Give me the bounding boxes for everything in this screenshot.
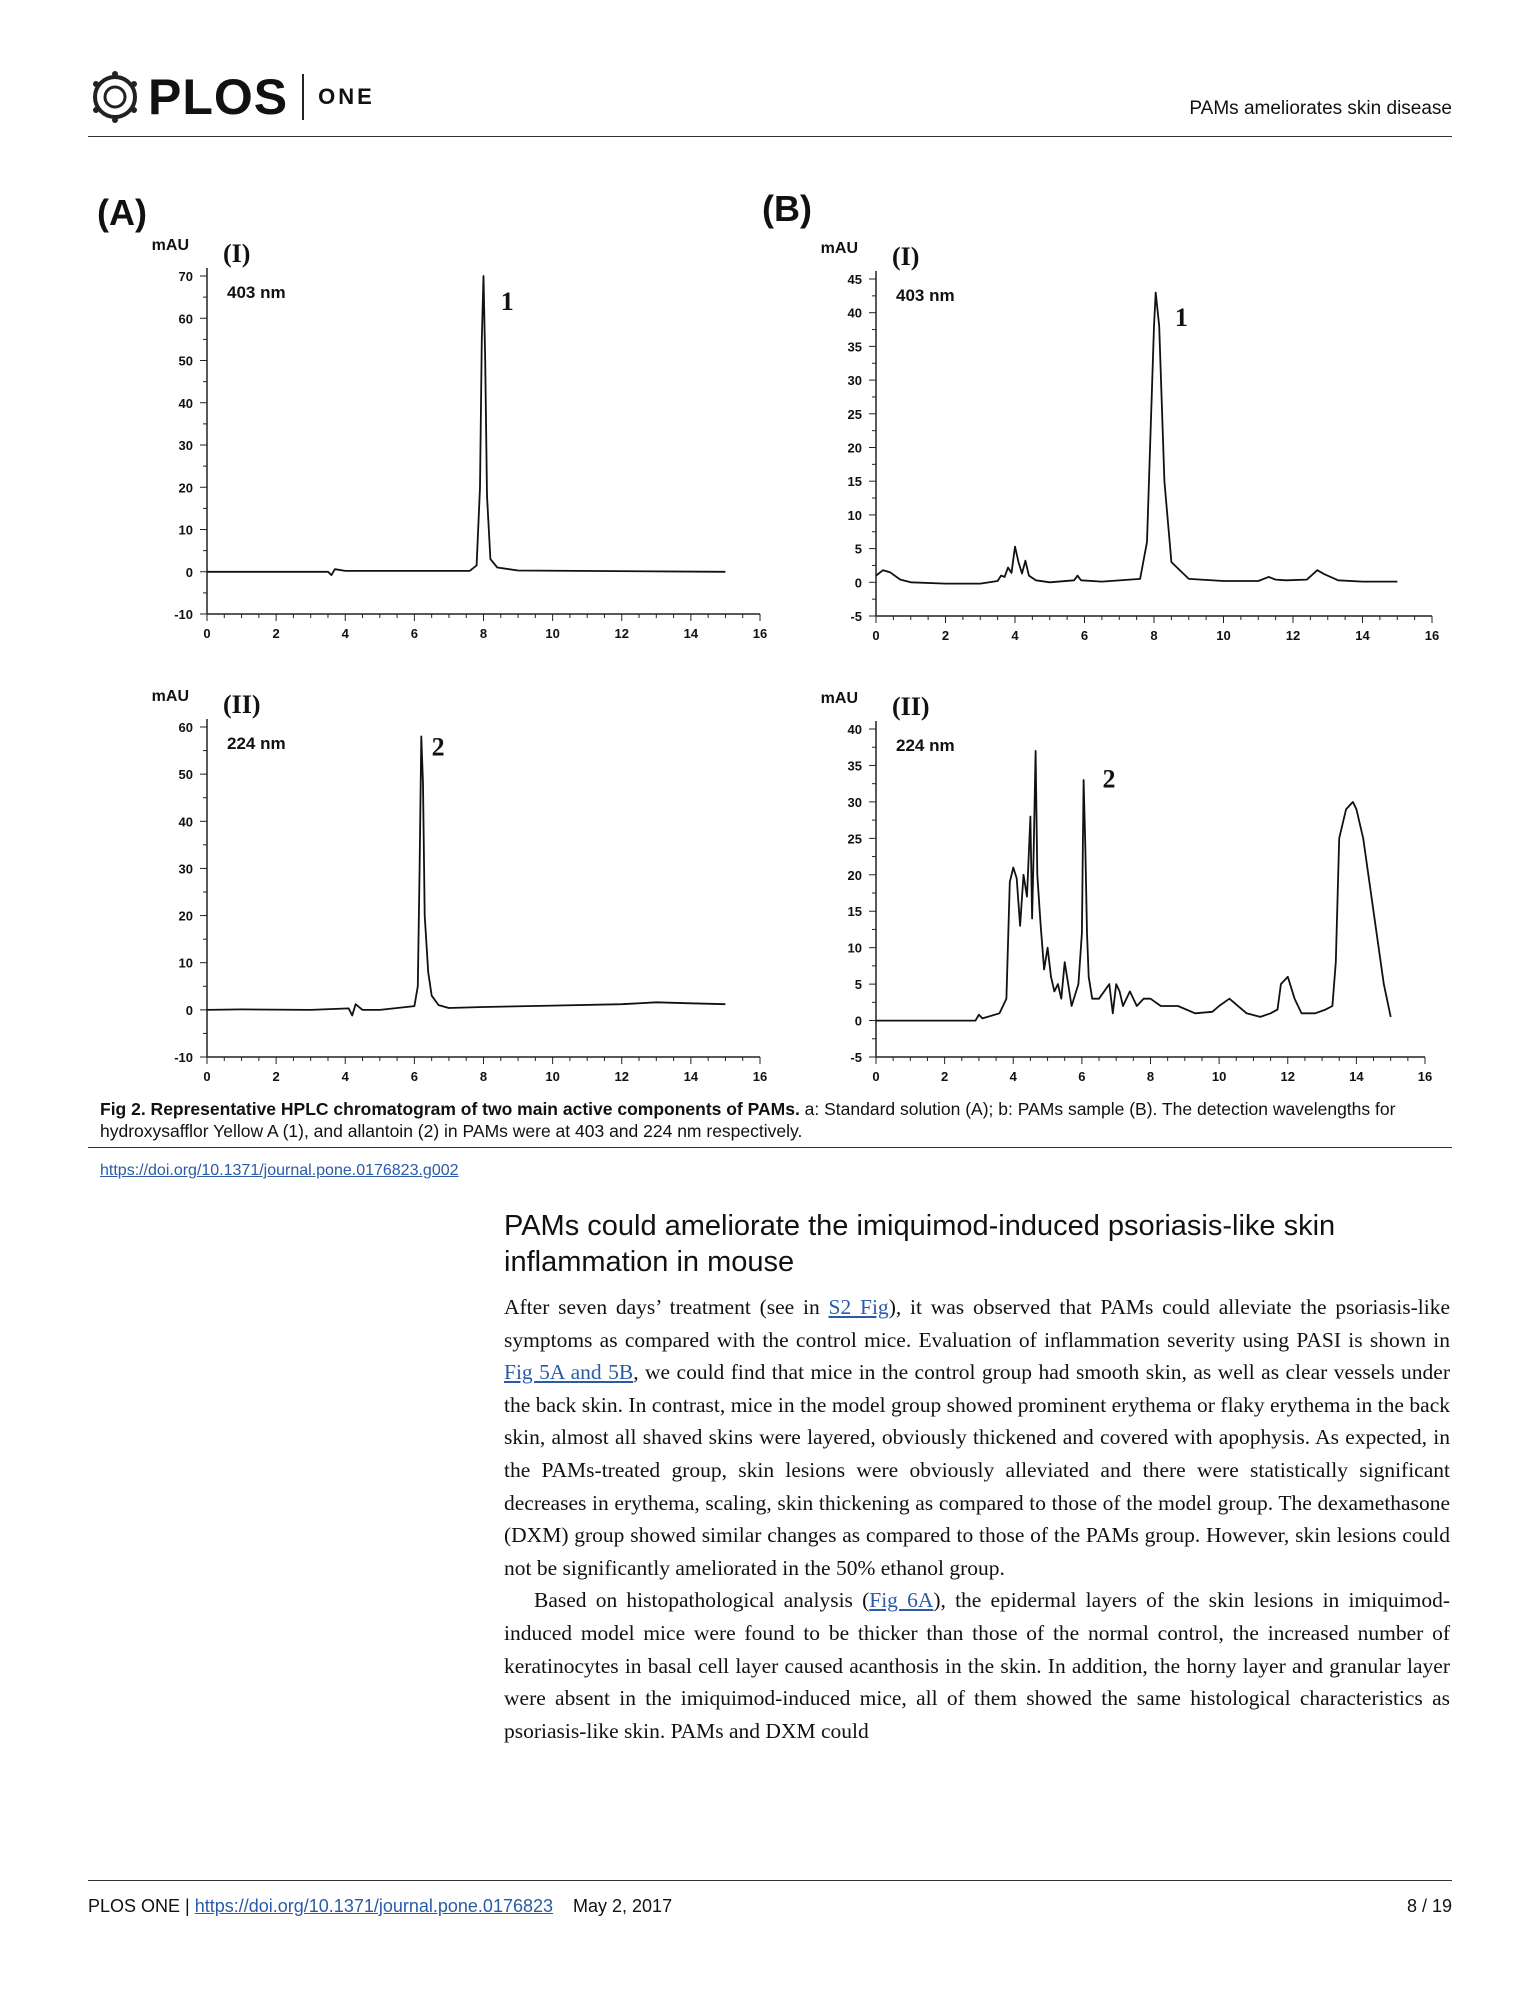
y-tick-label-a-ii: 0: [185, 1002, 193, 1018]
x-tick-label-b-i: 6: [1080, 628, 1089, 643]
y-axis-label-b-ii: mAU: [820, 690, 858, 707]
x-tick-label-a-ii: 6: [410, 1069, 418, 1084]
x-tick-label-a-i: 6: [410, 626, 418, 641]
y-tick-label-b-i: 5: [854, 541, 862, 557]
chromatogram-line-a-ii: [207, 736, 725, 1015]
y-tick-label-a-ii: 10: [178, 955, 193, 971]
x-tick-label-a-ii: 14: [683, 1069, 699, 1084]
y-axis-label-a-ii: mAU: [151, 688, 189, 705]
figure-caption: [100, 1098, 1450, 1142]
y-tick-label-b-ii: 20: [847, 867, 862, 883]
y-tick-label-b-ii: 15: [847, 904, 862, 920]
x-tick-label-a-i: 14: [683, 626, 699, 641]
wavelength-label-b-i: 403 nm: [896, 286, 955, 305]
caption-text: a: Standard solution (A); b: PAMs sample (B). The detection wavelengths for hydroxysafflor Yellow A (1), and allantoin (2) in PAMs were at 403 and 224 nm respectively.: [100, 1099, 1396, 1141]
s2-fig-link[interactable]: S2 Fig: [828, 1295, 889, 1319]
y-tick-label-b-ii: 40: [847, 722, 862, 737]
running-head: PAMs ameliorates skin disease: [1189, 98, 1452, 119]
y-tick-label-a-i: 50: [178, 353, 193, 369]
caption-rule: [88, 1147, 1452, 1148]
x-tick-label-a-i: 12: [614, 626, 629, 641]
x-tick-label-a-i: 16: [752, 626, 768, 641]
x-tick-label-b-ii: 0: [872, 1069, 880, 1084]
logo-journal-name: ONE: [318, 84, 375, 109]
x-tick-label-b-i: 4: [1011, 628, 1019, 643]
x-tick-label-a-i: 0: [203, 626, 211, 641]
wavelength-label-a-i: 403 nm: [227, 283, 286, 302]
x-tick-label-a-i: 8: [479, 626, 488, 641]
y-tick-label-b-ii: 10: [847, 940, 862, 956]
p2-text-a: Based on histopathological analysis (: [534, 1588, 870, 1613]
chart-title-b-ii: (II): [892, 692, 930, 721]
p1-text-b: ), it was observed that PAMs could alleviate the psoriasis-like symptoms as compared with the control mice. Evaluation of inflammation severity using PASI is shown in: [504, 1295, 1450, 1352]
x-tick-label-a-ii: 16: [752, 1069, 768, 1084]
y-tick-label-a-i: 60: [178, 311, 193, 327]
y-tick-label-b-i: 20: [847, 440, 862, 456]
x-tick-label-b-i: 2: [941, 628, 950, 643]
x-tick-label-b-ii: 12: [1280, 1069, 1295, 1084]
paragraph-2: [504, 1584, 1450, 1747]
figure-doi-link[interactable]: https://doi.org/10.1371/journal.pone.0176823.g002: [100, 1162, 459, 1179]
x-tick-label-a-ii: 2: [272, 1069, 280, 1084]
x-tick-label-a-ii: 10: [545, 1069, 560, 1084]
x-tick-label-b-i: 8: [1150, 628, 1158, 643]
caption-title: Fig 2. Representative HPLC chromatogram of two main active components of PAMs.: [100, 1099, 800, 1119]
y-tick-label-a-ii: -10: [174, 1050, 193, 1065]
x-tick-label-a-i: 4: [341, 626, 349, 641]
footer-rule: [88, 1880, 1452, 1881]
x-tick-label-a-i: 2: [272, 626, 280, 641]
footer: [88, 1896, 672, 1917]
y-tick-label-a-ii: 20: [178, 908, 193, 924]
chromatogram-line-a-i: [207, 276, 725, 575]
y-tick-label-b-i: 45: [847, 272, 862, 287]
y-tick-label-a-i: 30: [178, 438, 193, 453]
y-tick-label-b-ii: -5: [850, 1050, 862, 1065]
paragraph-1: [504, 1291, 1450, 1584]
y-tick-label-b-i: 0: [854, 575, 862, 591]
x-tick-label-b-ii: 14: [1349, 1069, 1364, 1084]
p1-text-c: , we could find that mice in the control group had smooth skin, as well as clear vessels under the back skin. In contrast, mice in the model group showed prominent erythema or flaky erythema in the back skin, almost all shaved skins were layered, obviously thickened and covered with apophysis. As expected, in the PAMs-treated group, skin lesions were obviously alleviated and there were statistically significant decreases in erythema, scaling, skin thickening as compared to those of the model group. The dexamethasone (DXM) group showed similar changes as compared to those of the PAMs group. However, skin lesions could not be significantly ameliorated in the 50% ethanol group.: [504, 1360, 1450, 1580]
y-tick-label-b-i: -5: [850, 609, 862, 624]
y-tick-label-b-ii: 0: [854, 1013, 862, 1029]
y-tick-label-a-ii: 30: [178, 861, 193, 877]
y-tick-label-b-i: 40: [847, 305, 862, 321]
y-tick-label-a-i: -10: [174, 607, 193, 622]
body-text: [504, 1291, 1450, 1747]
chart-title-a-i: (I): [223, 239, 251, 268]
y-tick-label-a-i: 0: [185, 564, 193, 580]
wavelength-label-b-ii: 224 nm: [896, 736, 955, 755]
x-tick-label-b-ii: 2: [941, 1069, 949, 1084]
footer-journal: PLOS ONE |: [88, 1896, 195, 1916]
y-tick-label-a-ii: 50: [178, 767, 193, 783]
fig-6a-link[interactable]: Fig 6A: [869, 1588, 934, 1613]
peak-label-a-i: 1: [500, 286, 514, 316]
y-tick-label-a-i: 20: [178, 480, 193, 496]
footer-doi-link[interactable]: https://doi.org/10.1371/journal.pone.0176823: [194, 1896, 554, 1916]
x-tick-label-b-ii: 10: [1211, 1069, 1227, 1084]
y-tick-label-b-i: 10: [847, 507, 862, 523]
section-title: PAMs could ameliorate the imiquimod-induced psoriasis-like skin inflammation in mouse: [504, 1210, 1336, 1278]
x-tick-label-b-ii: 16: [1417, 1069, 1433, 1084]
peak-label-a-ii: 2: [431, 732, 445, 762]
chart-title-b-i: (I): [892, 242, 920, 271]
y-tick-label-b-i: 30: [847, 373, 862, 389]
footer-date: May 2, 2017: [573, 1896, 673, 1916]
x-tick-label-a-i: 10: [545, 626, 560, 641]
chromatogram-line-b-i: [876, 293, 1397, 584]
p2-text-b: ), the epidermal layers of the skin lesions in imiquimod-induced model mice were found to be thicker than those of the normal control, the increased number of keratinocytes in basal cell layer caused acanthosis in the skin. In addition, the horny layer and granular layer were absent in the imiquimod-induced mice, all of them showed the same histological characteristics as psoriasis-like skin. PAMs and DXM could: [504, 1588, 1450, 1743]
p1-text-a: After seven days’ treatment (see in: [504, 1295, 829, 1319]
chromatogram-line-b-ii: [876, 751, 1391, 1021]
wavelength-label-a-ii: 224 nm: [227, 734, 286, 753]
fig-5-link[interactable]: Fig 5A and 5B: [504, 1360, 634, 1385]
y-tick-label-b-ii: 30: [847, 794, 862, 810]
x-tick-label-b-i: 10: [1216, 628, 1231, 643]
x-tick-label-b-ii: 4: [1009, 1069, 1017, 1084]
x-tick-label-a-ii: 4: [341, 1069, 349, 1084]
y-tick-label-b-ii: 25: [847, 831, 862, 847]
y-axis-label-a-i: mAU: [151, 237, 189, 254]
x-tick-label-b-i: 14: [1355, 628, 1370, 643]
x-tick-label-b-i: 12: [1285, 628, 1301, 643]
y-tick-label-a-i: 70: [178, 269, 193, 284]
x-tick-label-b-i: 16: [1424, 628, 1440, 643]
panel-b-label: (B): [762, 188, 812, 229]
y-tick-label-a-i: 40: [178, 395, 193, 411]
x-tick-label-b-ii: 6: [1078, 1069, 1086, 1084]
page-number: 8 / 19: [1406, 1896, 1452, 1916]
y-tick-label-b-i: 35: [847, 339, 862, 355]
x-tick-label-a-ii: 8: [479, 1069, 488, 1084]
x-tick-label-b-i: 0: [872, 628, 880, 643]
x-tick-label-b-ii: 8: [1146, 1069, 1155, 1084]
y-axis-label-b-i: mAU: [820, 240, 858, 257]
peak-label-b-ii: 2: [1102, 764, 1116, 794]
x-tick-label-a-ii: 0: [203, 1069, 211, 1084]
chart-title-a-ii: (II): [223, 690, 261, 719]
peak-label-b-i: 1: [1174, 303, 1188, 333]
panel-a-label: (A): [97, 192, 147, 233]
y-tick-label-a-i: 10: [178, 522, 193, 538]
y-tick-label-b-ii: 35: [847, 758, 862, 774]
y-tick-label-b-ii: 5: [854, 977, 862, 993]
logo-wordmark: PLOS: [148, 69, 289, 125]
y-tick-label-b-i: 25: [847, 406, 862, 422]
x-tick-label-a-ii: 12: [614, 1069, 629, 1084]
y-tick-label-a-ii: 60: [178, 720, 193, 735]
y-tick-label-a-ii: 40: [178, 814, 193, 830]
y-tick-label-b-i: 15: [847, 474, 862, 490]
